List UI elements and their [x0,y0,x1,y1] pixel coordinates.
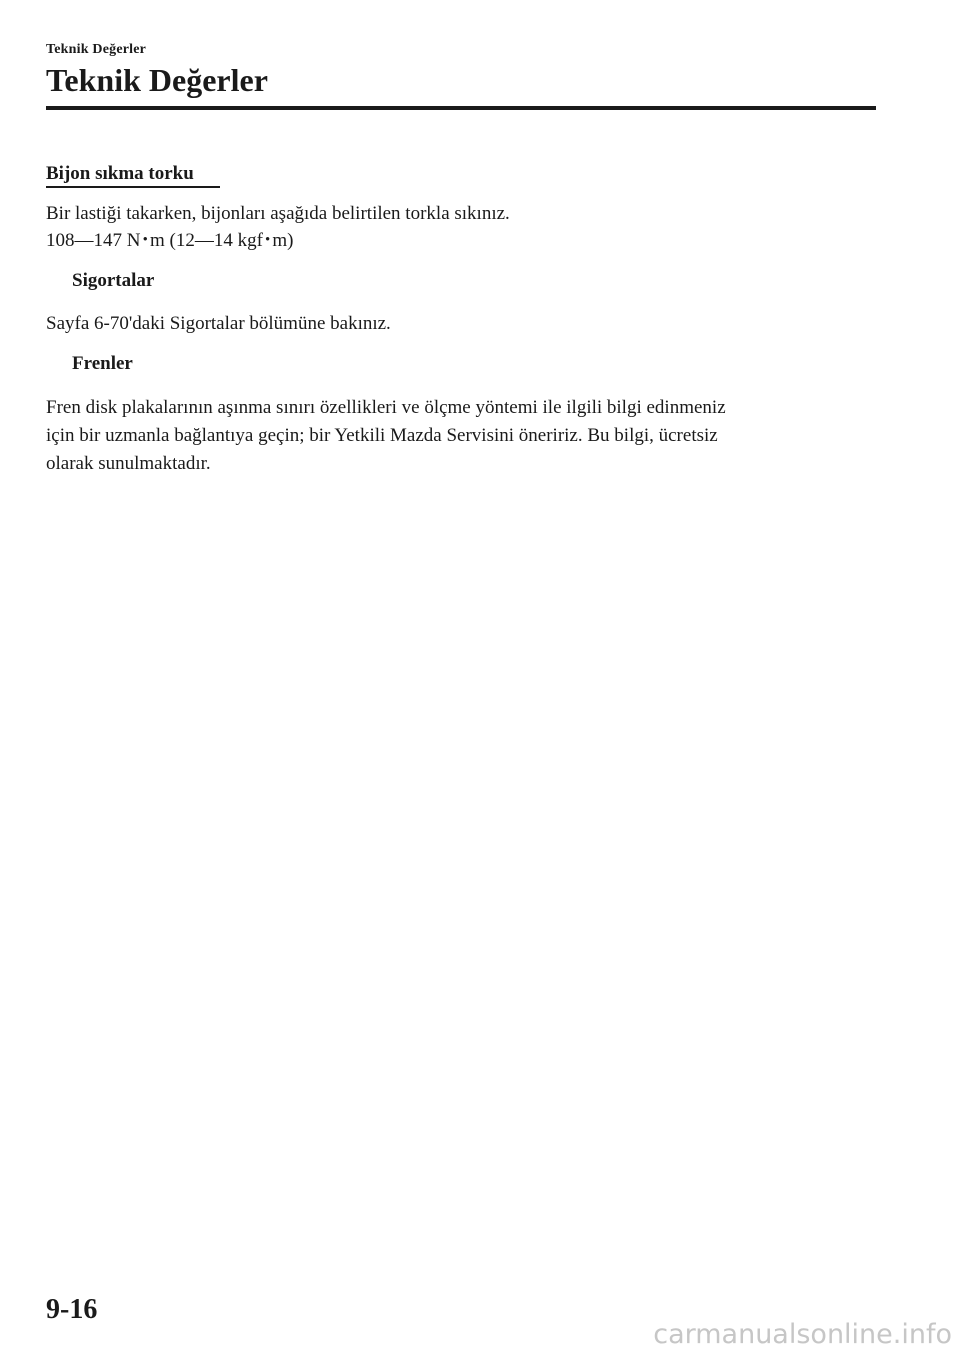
brakes-text-line-1: Fren disk plakalarının aşınma sınırı özellikleri ve ölçme yöntemi ile ilgili bilgi edinmeniz [46,397,726,418]
lug-nut-instruction: Bir lastiği takarken, bijonları aşağıda belirtilen torkla sıkınız. [46,203,510,224]
lug-nut-torque-heading: Bijon sıkma torku [46,163,194,184]
brakes-heading: Frenler [72,353,133,374]
heading-underline [46,186,220,188]
page-number: 9-16 [46,1294,98,1325]
fuses-reference: Sayfa 6-70'daki Sigortalar bölümüne bakınız. [46,313,391,334]
chapter-title: Teknik Değerler [46,62,268,98]
fuses-heading: Sigortalar [72,270,155,291]
watermark: carmanualsonline.info [653,1319,952,1350]
brakes-text-line-3: olarak sunulmaktadır. [46,453,211,474]
title-divider [46,106,876,110]
running-header: Teknik Değerler [46,42,147,57]
lug-nut-torque-value: 108―147 N･m (12―14 kgf･m) [46,230,294,251]
brakes-text-line-2: için bir uzmanla bağlantıya geçin; bir Yetkili Mazda Servisini öneririz. Bu bilgi, ücretsiz [46,425,718,446]
